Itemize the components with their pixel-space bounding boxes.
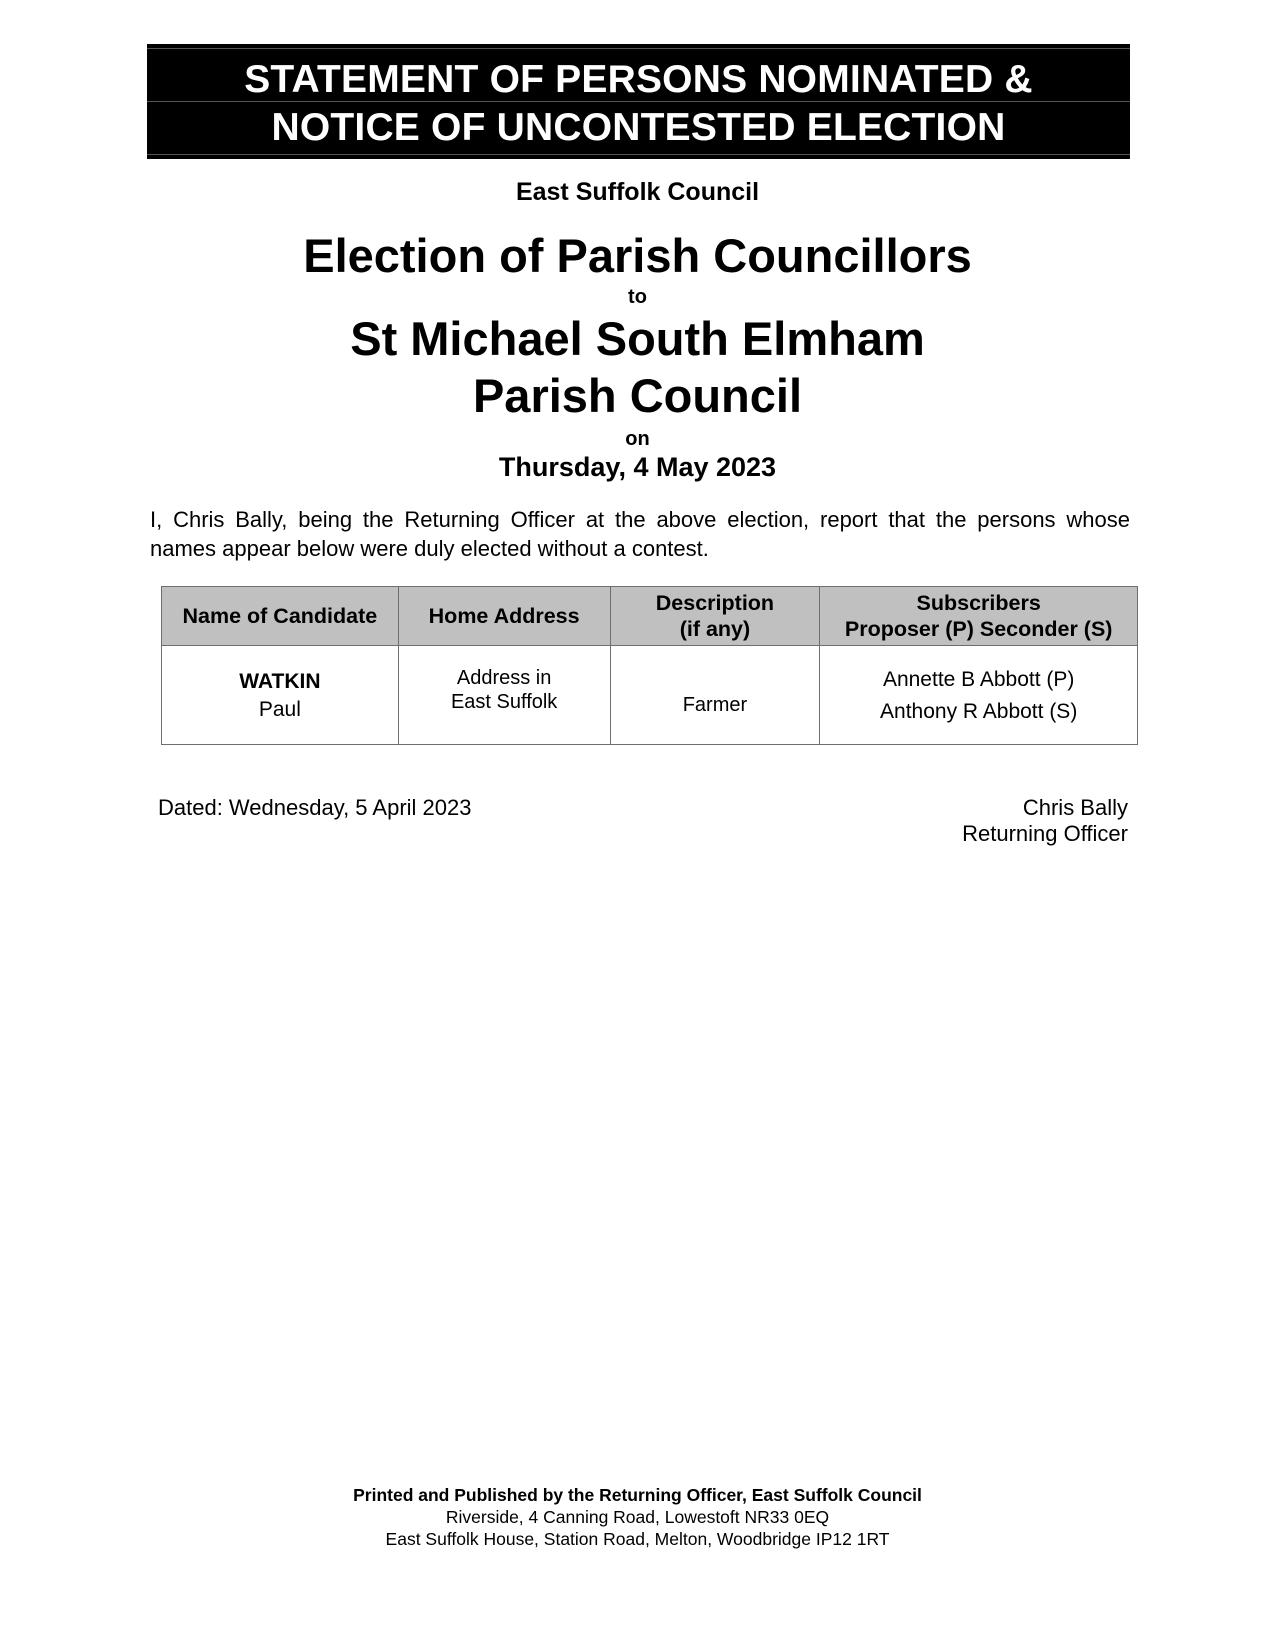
election-date: Thursday, 4 May 2023 bbox=[498, 452, 777, 482]
candidate-address bbox=[405, 666, 604, 714]
council-name: East Suffolk Council bbox=[515, 178, 760, 206]
candidate-surname: WATKIN bbox=[239, 670, 321, 693]
connector-to: to bbox=[628, 286, 647, 308]
candidate-subscribers-cell bbox=[820, 646, 1138, 745]
banner-top-rule bbox=[147, 48, 1130, 49]
publisher-footer bbox=[0, 1484, 1275, 1550]
header-subscribers bbox=[820, 587, 1138, 646]
candidate-address-cell bbox=[398, 646, 610, 745]
banner-bottom-rule bbox=[147, 154, 1130, 155]
candidates-table bbox=[161, 586, 1138, 745]
parish-name-line-2: Parish Council bbox=[472, 369, 803, 422]
candidate-address-line-2: East Suffolk bbox=[450, 691, 558, 713]
header-subscribers-line-2: Proposer (P) Seconder (S) bbox=[844, 617, 1113, 641]
banner-line-2: NOTICE OF UNCONTESTED ELECTION bbox=[271, 106, 1006, 149]
candidate-description-cell bbox=[610, 646, 820, 745]
header-name-of-candidate: Name of Candidate bbox=[162, 587, 399, 646]
table-header-row bbox=[162, 587, 1138, 646]
header-description-line-2: (if any) bbox=[679, 617, 751, 641]
header-description-line-1: Description bbox=[655, 591, 775, 615]
candidate-forename: Paul bbox=[258, 698, 301, 721]
connector-on: on bbox=[625, 428, 650, 450]
signature-block bbox=[962, 795, 1128, 847]
header-home-address: Home Address bbox=[398, 587, 610, 646]
banner-middle-rule bbox=[147, 101, 1130, 102]
candidate-address-line-1: Address in bbox=[456, 667, 552, 689]
returning-officer-statement: I, Chris Bally, being the Returning Officer at the above election, report that the persons whose names appear below were duly elected without a contest. bbox=[150, 507, 1130, 561]
candidate-name-cell bbox=[162, 646, 399, 745]
header-subscribers-line-1: Subscribers bbox=[916, 591, 1041, 615]
footer-address-1: Riverside, 4 Canning Road, Lowestoft NR33 0EQ bbox=[445, 1507, 830, 1527]
header-description bbox=[610, 587, 820, 646]
candidate-description: Farmer bbox=[682, 694, 748, 716]
notice-banner bbox=[147, 44, 1130, 159]
signature-title: Returning Officer bbox=[962, 821, 1128, 846]
banner-line-1: STATEMENT OF PERSONS NOMINATED & bbox=[244, 58, 1033, 101]
parish-name-line-1: St Michael South Elmham bbox=[350, 312, 925, 365]
dated-line: Dated: Wednesday, 5 April 2023 bbox=[158, 795, 472, 820]
footer-publisher: Printed and Published by the Returning Officer, East Suffolk Council bbox=[353, 1485, 922, 1505]
signature-name: Chris Bally bbox=[1022, 795, 1128, 820]
election-title: Election of Parish Councillors bbox=[303, 229, 972, 282]
parish-name bbox=[0, 310, 1275, 424]
seconder: Anthony R Abbott (S) bbox=[880, 700, 1078, 723]
proposer: Annette B Abbott (P) bbox=[882, 668, 1075, 691]
table-row bbox=[162, 646, 1138, 745]
footer-address-2: East Suffolk House, Station Road, Melton, Woodbridge IP12 1RT bbox=[385, 1529, 890, 1549]
